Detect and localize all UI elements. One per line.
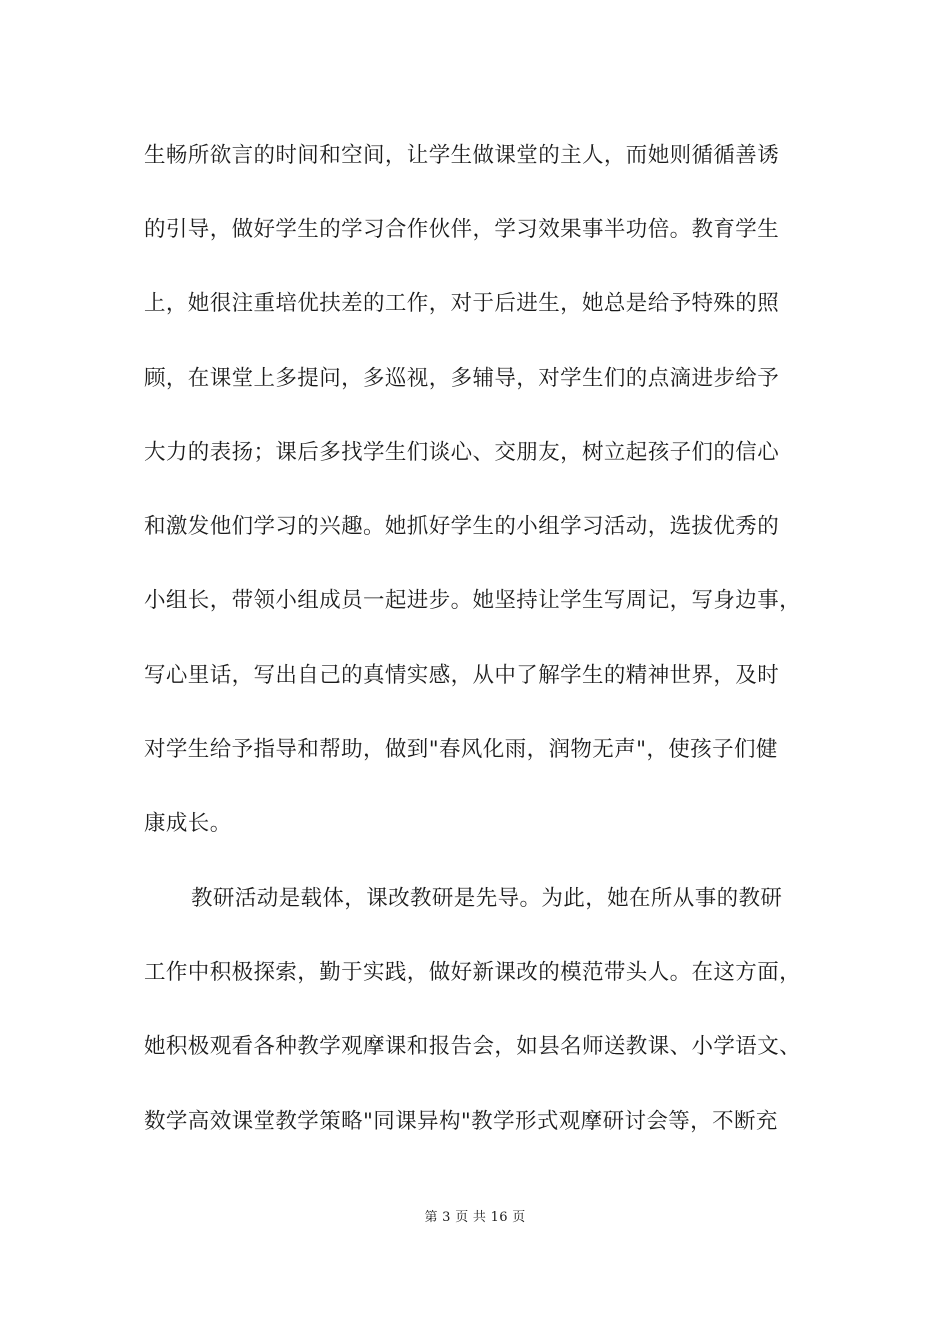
page-number-footer: 第 3 页 共 16 页	[424, 1210, 526, 1225]
text-line: 康成长。	[144, 811, 232, 836]
text-line: 的引导，做好学生的学习合作伙伴，学习效果事半功倍。教育学生	[144, 217, 780, 242]
text-line: 教研活动是载体，课改教研是先导。为此，她在所从事的教研	[191, 886, 783, 911]
text-line: 和激发他们学习的兴趣。她抓好学生的小组学习活动，选拔优秀的	[144, 514, 780, 539]
text-line: 工作中积极探索，勤于实践，做好新课改的模范带头人。在这方面，	[144, 960, 802, 985]
text-line: 小组长，带领小组成员一起进步。她坚持让学生写周记，写身边事，	[144, 588, 802, 613]
text-line: 上，她很注重培优扶差的工作，对于后进生，她总是给予特殊的照	[144, 291, 780, 316]
text-line: 对学生给予指导和帮助，做到"春风化雨，润物无声"，使孩子们健	[144, 737, 778, 762]
text-line: 她积极观看各种教学观摩课和报告会，如县名师送教课、小学语文、	[144, 1034, 802, 1059]
text-line: 生畅所欲言的时间和空间，让学生做课堂的主人，而她则循循善诱	[144, 143, 780, 168]
text-line: 大力的表扬；课后多找学生们谈心、交朋友，树立起孩子们的信心	[144, 440, 780, 465]
text-line: 顾，在课堂上多提问，多巡视，多辅导，对学生们的点滴进步给予	[144, 366, 780, 391]
text-line: 数学高效课堂教学策略"同课异构"教学形式观摩研讨会等，不断充	[144, 1109, 778, 1134]
text-line: 写心里话，写出自己的真情实感，从中了解学生的精神世界，及时	[144, 663, 780, 688]
